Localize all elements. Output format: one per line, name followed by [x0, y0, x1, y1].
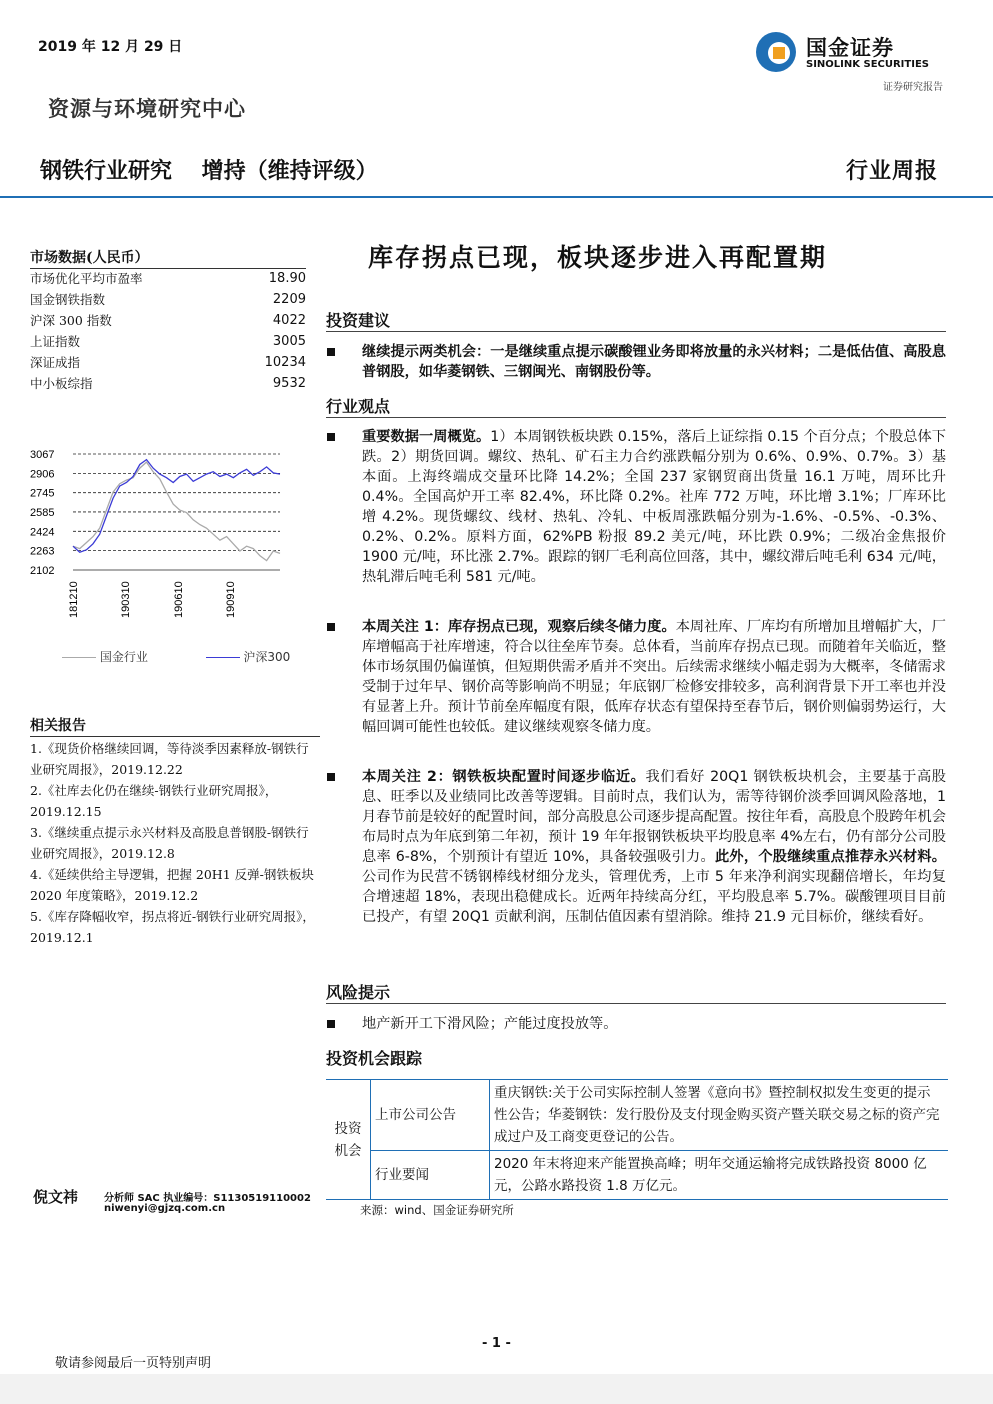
- logo-cn: 国金证券: [806, 36, 894, 60]
- y-tick-label: 3067: [30, 449, 55, 461]
- market-row: 市场优化平均市盈率 18.90: [30, 271, 306, 286]
- legend-line-gray: [62, 657, 96, 658]
- market-row: 上证指数 3005: [30, 334, 306, 349]
- report-type: 行业周报: [845, 159, 938, 184]
- bullet-focus-2: 本周关注 2：钢铁板块配置时间逐步临近。我们看好 20Q1 钢铁板块机会，主要基于高股息、旺季以及业绩同比改善等逻辑。目前时点，我们认为，需等待钢价淡季回调风险落地，1 月春节前是较好的配置时间，部分高股息公司逐步提高配置。按往年看，高股息个股跨年机会布局时点为年底到第二年初，预计 19 年年报钢铁板块平均股息率 4%左右，仍有部分公司股息率 6-8%，个别预计有望近 10%，具备较强吸引力。此外，个股继续重点推荐永兴材料。公司作为民营不锈钢棒线材细分龙头，管理优秀，上市 5 年来净利润实现翻倍增长，年均复合增速超 18%，表现出稳健成长。近两年持续高分红，平均股息率 5.7%。碳酸锂项目目前已投产，有望 20Q1 贡献利润，压制估值因素有望消除。维持 21.9 元目标价，继续看好。: [326, 767, 946, 927]
- footer-disclaimer: 敬请参阅最后一页特别声明: [55, 1356, 212, 1371]
- x-tick-label: 190910: [225, 581, 237, 618]
- related-report-item[interactable]: 3.《继续重点提示永兴材料及高股息普钢股-钢铁行业研究周报》，2019.12.8: [30, 825, 309, 861]
- bullet-focus-1: 本周关注 1：库存拐点已现，观察后续冬储力度。本周社库、厂库均有所增加且增幅扩大，厂库增幅高于社库增速，符合以往垒库节奏。总体看，当前库存拐点已现。而随着年关临近，整体市场氛围仍偏谨慎，但短期供需矛盾并不突出。后续需求继续小幅走弱为大概率，冬储需求受制于过年早、钢价高等影响尚不明显；年底钢厂检修安排较多，高利润背景下开工率也并没有显著上升。预计节前垒库幅度有限，低库存状态有望保持至春节后，钢价则偏弱势运行，大幅回调可能性也较低。建议继续观察冬储力度。: [326, 617, 946, 737]
- y-tick-label: 2263: [30, 545, 55, 558]
- related-reports-list: [30, 738, 320, 948]
- bullet-weekly-data: 重要数据一周概览。1）本周钢铁板块跌 0.15%，落后上证综指 0.15 个百分点；个股总体下跌。2）期货回调。螺纹、热轧、矿石主力合约涨跌幅分别为 0.6%、0.9%、0.7%。3）基本面。上海终端成交量环比降 14.2%；全国 237 家钢贸商出货量 16.1 万吨，周环比升 0.4%。全国高炉开工率 82.4%，环比降 0.2%。社库 772 万吨，环比增 3.1%；厂库环比增 4.2%。现货螺纹、线材、热轧、冷轧、中板周涨跌幅分别为-1.6%、-0.5%、-0.3%、0.2%、0.2%。原料方面，62%PB 粉报 89.2 美元/吨，环比跌 0.9%；二级冶金焦报价 1900 元/吨，环比涨 2.7%。跟踪的钢厂毛利高位回落，其中，螺纹滞后吨毛利 634 元/吨，热轧滞后吨毛利 581 元/吨。: [326, 427, 946, 587]
- chart-legend: [62, 648, 290, 665]
- x-tick-label: 190610: [173, 581, 185, 618]
- logo-en: SINOLINK SECURITIES: [806, 59, 929, 70]
- index-chart: [28, 440, 288, 630]
- table-label-cell: 上市公司公告: [371, 1080, 490, 1151]
- related-reports-title: 相关报告: [30, 718, 86, 734]
- report-date: 2019 年 12 月 29 日: [38, 39, 183, 55]
- y-tick-label: 2585: [30, 506, 55, 519]
- table-label-cell: 行业要闻: [371, 1151, 490, 1200]
- bullet-risk: 地产新开工下滑风险；产能过度投放等。: [326, 1014, 946, 1034]
- x-tick-label: 190310: [120, 581, 132, 618]
- legend-label: 国金行业: [99, 650, 148, 664]
- related-divider: [30, 736, 320, 737]
- section-title: 风险提示: [326, 983, 391, 1002]
- section-divider: [326, 417, 946, 418]
- analyst-id: 分析师 SAC 执业编号：S1130519110002: [104, 1193, 311, 1204]
- market-row: 中小板综指 9532: [30, 376, 306, 391]
- y-tick-label: 2424: [30, 526, 55, 539]
- table-row: [326, 1151, 948, 1200]
- section-title: 投资建议: [326, 311, 391, 330]
- source-note: 来源：wind、国金证券研究所: [360, 1203, 514, 1217]
- y-tick-label: 2745: [30, 487, 55, 500]
- bullet-square-icon: [327, 623, 335, 631]
- market-data-table: [30, 268, 306, 394]
- sector-rating: 钢铁行业研究 增持（维持评级）: [40, 159, 378, 184]
- bullet-square-icon: [327, 1020, 335, 1028]
- section-title: 行业观点: [326, 397, 391, 416]
- bullet-square-icon: [327, 348, 335, 356]
- market-data-title: 市场数据(人民币）: [30, 250, 149, 266]
- author-email[interactable]: niwenyi@gjzq.com.cn: [104, 1203, 226, 1214]
- section-divider: [326, 331, 946, 332]
- table-text-cell: 2020 年末将迎来产能置换高峰；明年交通运输将完成铁路投资 8000 亿元，公路水路投资 1.8 万亿元。: [490, 1151, 949, 1200]
- table-row: [326, 1080, 948, 1151]
- legend-label: 沪深300: [243, 650, 291, 664]
- x-tick-label: 181210: [68, 581, 80, 618]
- headline: 库存拐点已现，板块逐步进入再配置期: [368, 243, 828, 272]
- market-row: 深证成指 10234: [30, 355, 306, 370]
- bullet-square-icon: [327, 773, 335, 781]
- page-number: - 1 -: [482, 1336, 511, 1351]
- research-center: 资源与环境研究中心: [48, 96, 246, 121]
- series-line: [73, 462, 280, 560]
- section-title: 投资机会跟踪: [326, 1049, 423, 1068]
- related-report-item[interactable]: 1.《现货价格继续回调，等待淡季因素释放-钢铁行业研究周报》，2019.12.22: [30, 741, 309, 777]
- y-tick-label: 2906: [30, 468, 55, 481]
- opportunity-table: [326, 1079, 948, 1200]
- section-divider: [326, 1003, 946, 1004]
- market-row: 沪深 300 指数 4022: [30, 313, 306, 328]
- bullet-recommendation: 继续提示两类机会：一是继续重点提示碳酸锂业务即将放量的永兴材料；二是低估值、高股息普钢股，如华菱钢铁、三钢闽光、南钢股份等。: [326, 342, 946, 382]
- related-report-item[interactable]: 4.《延续供给主导逻辑，把握 20H1 反弹-钢铁板块 2020 年度策略》，2019.12.2: [30, 867, 314, 903]
- company-logo: [756, 30, 946, 76]
- related-report-item[interactable]: 5.《库存降幅收窄，拐点将近-钢铁行业研究周报》，2019.12.1: [30, 909, 315, 945]
- y-tick-label: 2102: [30, 565, 55, 577]
- related-report-item[interactable]: 2.《社库去化仍在继续-钢铁行业研究周报》，2019.12.15: [30, 783, 278, 819]
- bullet-square-icon: [327, 433, 335, 441]
- report-label: 证券研究报告: [883, 82, 943, 93]
- header-divider: [0, 196, 993, 198]
- author-name: 倪文祎: [33, 1188, 79, 1206]
- table-text-cell: 重庆钢铁:关于公司实际控制人签署《意向书》暨控制权拟发生变更的提示性公告；华菱钢铁：发行股份及支付现金购买资产暨关联交易之标的资产完成过户及工商变更登记的公告。: [490, 1080, 949, 1151]
- market-row: 国金钢铁指数 2209: [30, 292, 306, 307]
- footer-band: [0, 1374, 993, 1404]
- table-group-cell: 投资机会: [326, 1080, 371, 1200]
- legend-line-blue: [206, 657, 240, 658]
